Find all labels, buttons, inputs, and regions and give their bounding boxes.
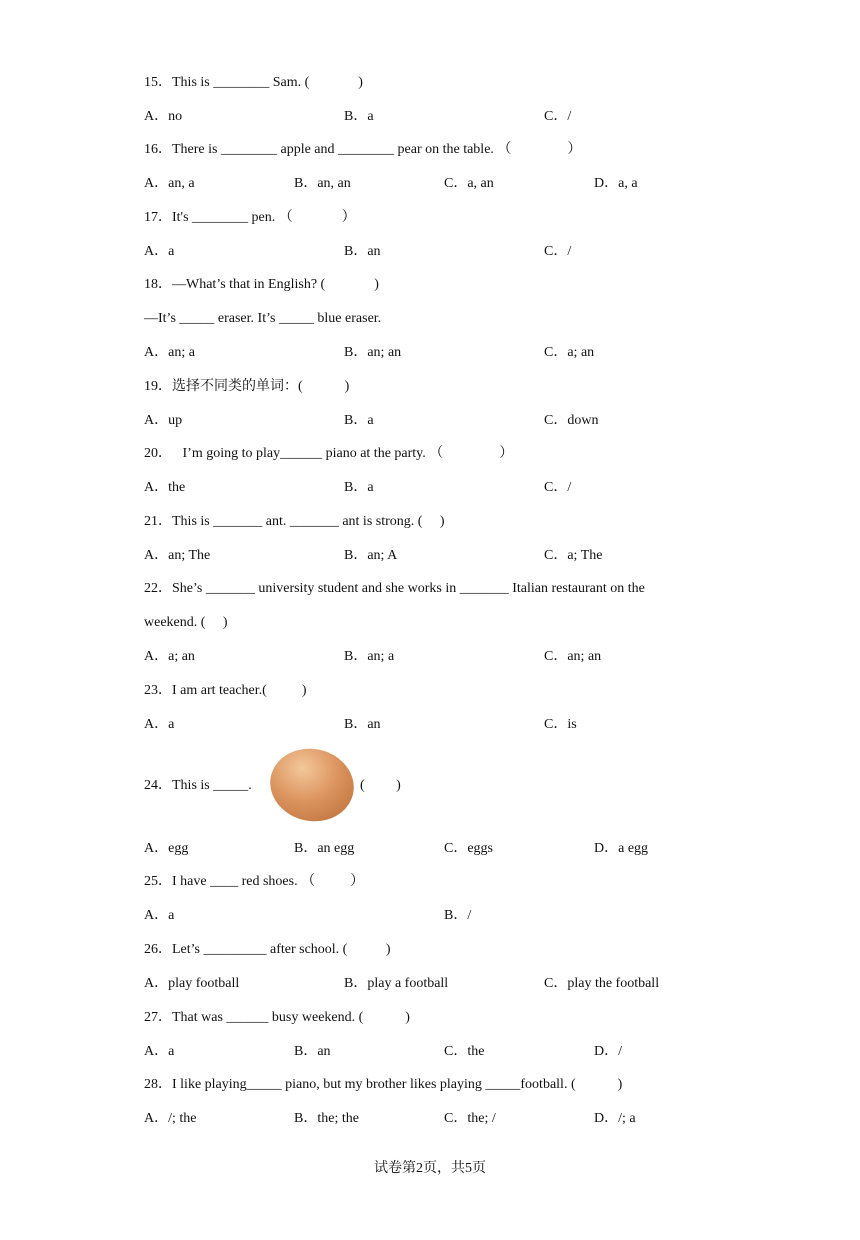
option-c[interactable]: C．eggs: [444, 841, 493, 856]
question-27-stem: 27．That was ______ busy weekend. ( ): [144, 1010, 410, 1025]
page-footer: 试卷第2页，共5页: [374, 1161, 486, 1176]
option-b[interactable]: B．an; an: [344, 345, 402, 360]
option-d[interactable]: D．a, a: [594, 176, 638, 191]
question-28-options: [144, 1108, 800, 1130]
question-21-stem: 21．This is _______ ant. _______ ant is strong. ( ): [144, 514, 445, 529]
option-c[interactable]: C．a; The: [544, 548, 603, 563]
option-c[interactable]: C．the: [444, 1044, 485, 1059]
question-26-stem: 26．Let’s _________ after school. ( ): [144, 942, 391, 957]
option-c[interactable]: C．is: [544, 717, 577, 732]
question-22-stem-continued: weekend. ( ): [144, 615, 228, 630]
option-a[interactable]: A．up: [144, 413, 183, 428]
question-19-options: [144, 410, 800, 432]
egg-image: [263, 741, 360, 829]
option-a[interactable]: A．no: [144, 109, 183, 124]
option-b[interactable]: B．an; a: [344, 649, 395, 664]
option-c[interactable]: C．/: [544, 109, 572, 124]
question-18-dialogue: —It’s _____ eraser. It’s _____ blue eraser.: [144, 311, 382, 326]
question-15-options: [144, 106, 800, 128]
option-c[interactable]: C．the; /: [444, 1111, 496, 1126]
question-24-stem: [144, 775, 800, 797]
option-c[interactable]: C．/: [544, 480, 572, 495]
question-20-options: [144, 477, 800, 499]
question-22-options: [144, 646, 800, 668]
question-23-options: [144, 714, 800, 736]
option-d[interactable]: D．a egg: [594, 841, 649, 856]
option-a[interactable]: A．an; a: [144, 345, 195, 360]
option-b[interactable]: B．an; A: [344, 548, 398, 563]
option-a[interactable]: A．/; the: [144, 1111, 197, 1126]
option-b[interactable]: B．an: [294, 1044, 331, 1059]
option-a[interactable]: A．a: [144, 717, 175, 732]
question-16-options: [144, 173, 800, 195]
option-c[interactable]: C．/: [544, 244, 572, 259]
option-b[interactable]: B．a: [344, 413, 374, 428]
question-22-stem: 22．She’s _______ university student and she works in _______ Italian restaurant on the: [144, 581, 645, 596]
option-a[interactable]: A．a: [144, 244, 175, 259]
option-c[interactable]: C．down: [544, 413, 599, 428]
question-15-stem: 15．This is ________ Sam. ( ): [144, 75, 363, 90]
question-23-stem: 23．I am art teacher.( ): [144, 683, 307, 698]
option-b[interactable]: B．/: [444, 908, 472, 923]
option-b[interactable]: B．an, an: [294, 176, 351, 191]
question-24-options: [144, 838, 800, 860]
question-27-options: [144, 1041, 800, 1063]
option-c[interactable]: C．play the football: [544, 976, 660, 991]
question-21-options: [144, 545, 800, 567]
option-b[interactable]: B．an egg: [294, 841, 355, 856]
question-25-stem: 25．I have ____ red shoes. （ ）: [144, 874, 365, 889]
question-20-stem: 20． I’m going to play______ piano at the party. （ ）: [144, 446, 514, 461]
option-a[interactable]: A．egg: [144, 841, 189, 856]
option-d[interactable]: D．/: [594, 1044, 622, 1059]
question-16-stem: 16．There is ________ apple and ________ pear on the table. （ ）: [144, 142, 582, 157]
option-a[interactable]: A．an, a: [144, 176, 195, 191]
question-24-stem-text: 24．This is _____.: [144, 778, 252, 793]
question-17-options: [144, 241, 800, 263]
question-18-options: [144, 342, 800, 364]
question-26-options: [144, 973, 800, 995]
question-28-stem: 28．I like playing_____ piano, but my brother likes playing _____football. ( ): [144, 1077, 623, 1092]
option-b[interactable]: B．a: [344, 109, 374, 124]
option-b[interactable]: B．a: [344, 480, 374, 495]
option-a[interactable]: A．a; an: [144, 649, 195, 664]
option-a[interactable]: A．play football: [144, 976, 240, 991]
question-25-options: [144, 905, 800, 927]
option-a[interactable]: A．a: [144, 1044, 175, 1059]
question-19-stem: 19．选择不同类的单词：( ): [144, 379, 350, 394]
option-a[interactable]: A．the: [144, 480, 186, 495]
question-18-stem: 18．—What’s that in English? ( ): [144, 277, 379, 292]
option-b[interactable]: B．the; the: [294, 1111, 359, 1126]
option-d[interactable]: D．/; a: [594, 1111, 636, 1126]
option-c[interactable]: C．an; an: [544, 649, 602, 664]
option-b[interactable]: B．an: [344, 717, 381, 732]
option-b[interactable]: B．play a football: [344, 976, 449, 991]
option-a[interactable]: A．an; The: [144, 548, 211, 563]
option-b[interactable]: B．an: [344, 244, 381, 259]
option-c[interactable]: C．a; an: [544, 345, 595, 360]
option-a[interactable]: A．a: [144, 908, 175, 923]
question-24-answer-bracket: ( ): [360, 778, 401, 793]
option-c[interactable]: C．a, an: [444, 176, 494, 191]
question-17-stem: 17．It's ________ pen. （ ）: [144, 210, 356, 225]
